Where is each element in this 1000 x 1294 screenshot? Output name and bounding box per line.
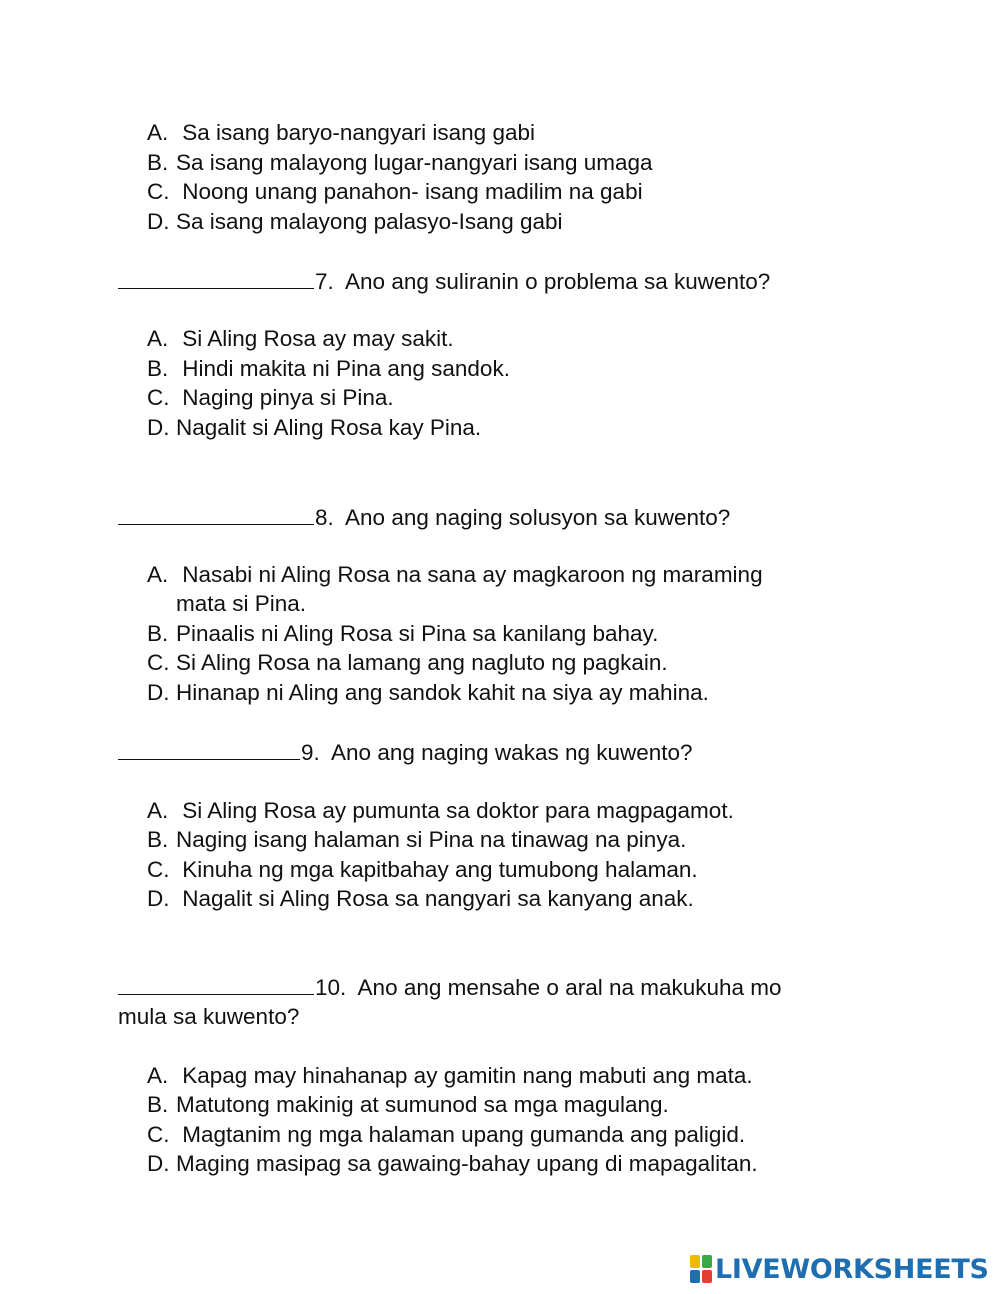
option-letter: C.: [147, 385, 170, 410]
q8-option-c: [147, 648, 668, 678]
option-text: Kinuha ng mga kapitbahay ang tumubong halaman.: [176, 857, 698, 882]
option-text: Matutong makinig at sumunod sa mga magulang.: [176, 1092, 669, 1117]
q9-option-a: [147, 796, 734, 826]
question-9: [118, 737, 693, 768]
option-text: Hinanap ni Aling ang sandok kahit na siya ay mahina.: [176, 680, 709, 705]
q6-option-a: [147, 118, 535, 148]
option-letter: A.: [147, 120, 169, 145]
question-text: Ano ang suliranin o problema sa kuwento?: [345, 269, 771, 294]
option-text: Si Aling Rosa na lamang ang nagluto ng pagkain.: [176, 650, 668, 675]
logo-text: LIVEWORKSHEETS: [715, 1253, 989, 1285]
option-letter: C.: [147, 857, 170, 882]
q8-option-b: [147, 619, 658, 649]
q10-option-d: [147, 1149, 758, 1179]
q6-option-b: [147, 148, 653, 178]
option-text: Pinaalis ni Aling Rosa si Pina sa kanilang bahay.: [176, 621, 659, 646]
option-letter: D.: [147, 415, 170, 440]
liveworksheets-logo: [690, 1252, 989, 1286]
q9-option-c: [147, 855, 698, 885]
option-letter: A.: [147, 1063, 169, 1088]
question-number: 10.: [315, 975, 347, 1000]
question-7: [118, 266, 770, 297]
option-letter: B.: [147, 150, 169, 175]
option-letter: A.: [147, 562, 169, 587]
q8-option-d: [147, 678, 709, 708]
option-letter: D.: [147, 886, 170, 911]
option-text: Sa isang malayong lugar-nangyari isang umaga: [176, 150, 653, 175]
option-text: Kapag may hinahanap ay gamitin nang mabuti ang mata.: [176, 1063, 753, 1088]
option-letter: C.: [147, 179, 170, 204]
q6-option-d: [147, 207, 563, 237]
option-text: Naging pinya si Pina.: [176, 385, 394, 410]
question-text: Ano ang naging wakas ng kuwento?: [331, 740, 693, 765]
option-letter: A.: [147, 798, 169, 823]
question-number: 7.: [315, 269, 334, 294]
q6-option-c: [147, 177, 643, 207]
question-8: [118, 502, 730, 533]
option-text: Noong unang panahon- isang madilim na gabi: [176, 179, 643, 204]
question-10-continuation: mula sa kuwento?: [118, 1004, 300, 1029]
option-letter: A.: [147, 326, 169, 351]
option-text: Sa isang baryo-nangyari isang gabi: [176, 120, 535, 145]
q9-option-b: [147, 825, 686, 855]
answer-blank[interactable]: [118, 972, 314, 995]
q10-option-c: [147, 1120, 745, 1150]
liveworksheets-logo-icon: [690, 1255, 712, 1283]
q10-option-b: [147, 1090, 669, 1120]
q7-option-b: [147, 354, 510, 384]
option-letter: B.: [147, 621, 169, 646]
q10-option-a: [147, 1061, 753, 1091]
option-text: Magtanim ng mga halaman upang gumanda ang paligid.: [176, 1122, 746, 1147]
option-letter: D.: [147, 1151, 170, 1176]
question-number: 9.: [301, 740, 320, 765]
question-text: Ano ang mensahe o aral na makukuha mo: [357, 975, 782, 1000]
option-letter: C.: [147, 650, 170, 675]
option-text: Si Aling Rosa ay pumunta sa doktor para magpagamot.: [176, 798, 734, 823]
option-text: Hindi makita ni Pina ang sandok.: [176, 356, 510, 381]
answer-blank[interactable]: [118, 502, 314, 525]
q9-option-d: [147, 884, 694, 914]
option-text: Maging masipag sa gawaing-bahay upang di mapagalitan.: [176, 1151, 758, 1176]
q7-option-a: [147, 324, 454, 354]
question-10: [118, 972, 782, 1003]
option-letter: C.: [147, 1122, 170, 1147]
option-letter: D.: [147, 680, 170, 705]
option-text: Si Aling Rosa ay may sakit.: [176, 326, 454, 351]
option-text: Nagalit si Aling Rosa kay Pina.: [176, 415, 482, 440]
question-text: Ano ang naging solusyon sa kuwento?: [345, 505, 731, 530]
q8-option-a-continuation: mata si Pina.: [176, 591, 307, 616]
option-text: Naging isang halaman si Pina na tinawag na pinya.: [176, 827, 687, 852]
answer-blank[interactable]: [118, 266, 314, 289]
option-letter: B.: [147, 827, 169, 852]
option-text: Nagalit si Aling Rosa sa nangyari sa kanyang anak.: [176, 886, 694, 911]
option-letter: B.: [147, 356, 169, 381]
option-text: Sa isang malayong palasyo-Isang gabi: [176, 209, 563, 234]
question-number: 8.: [315, 505, 334, 530]
option-letter: B.: [147, 1092, 169, 1117]
q8-option-a: [147, 560, 763, 590]
q7-option-d: [147, 413, 481, 443]
option-text: Nasabi ni Aling Rosa na sana ay magkaroon ng maraming: [176, 562, 763, 587]
answer-blank[interactable]: [118, 737, 300, 760]
option-letter: D.: [147, 209, 170, 234]
q7-option-c: [147, 383, 394, 413]
